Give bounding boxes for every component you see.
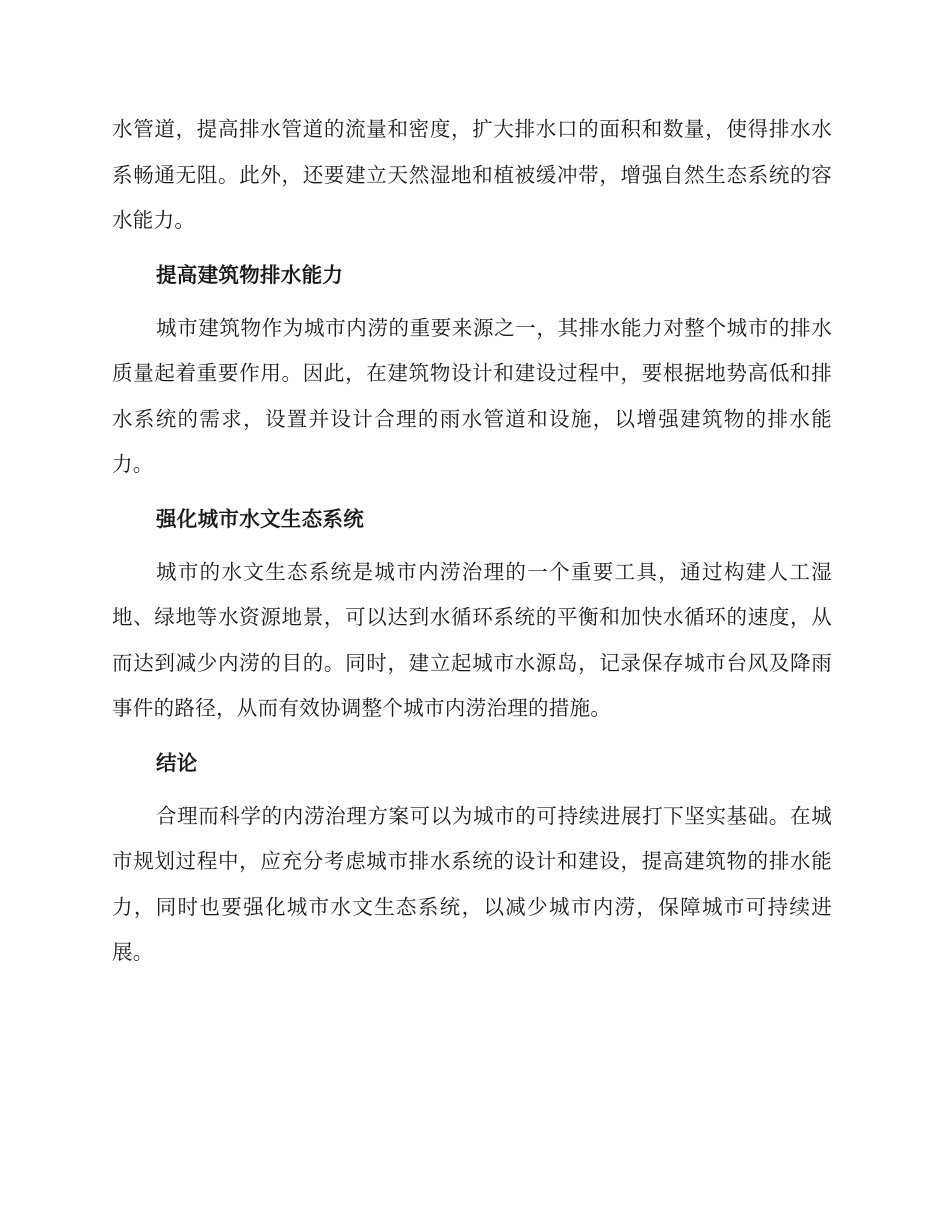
document-page: [112, 107, 832, 976]
section-paragraph-building-drainage: 城市建筑物作为城市内涝的重要来源之一，其排水能力对整个城市的排水质量起着重要作用。因此，在建筑物设计和建设过程中，要根据地势高低和排水系统的需求，设置并设计合理的雨水管道和设施，以增强建筑物的排水能力。: [112, 315, 832, 476]
intro-paragraph: 水管道，提高排水管道的流量和密度，扩大排水口的面积和数量，使得排水水系畅通无阻。此外，还要建立天然湿地和植被缓冲带，增强自然生态系统的容水能力。: [112, 117, 832, 232]
section-paragraph-hydrological-ecosystem: 城市的水文生态系统是城市内涝治理的一个重要工具，通过构建人工湿地、绿地等水资源地景，可以达到水循环系统的平衡和加快水循环的速度，从而达到减少内涝的目的。同时，建立起城市水源岛，记录保存城市台风及降雨事件的路径，从而有效协调整个城市内涝治理的措施。: [112, 559, 832, 720]
section-heading-building-drainage: 提高建筑物排水能力: [156, 262, 344, 287]
section-heading-hydrological-ecosystem: 强化城市水文生态系统: [156, 506, 364, 531]
section-paragraph-conclusion: 合理而科学的内涝治理方案可以为城市的可持续进展打下坚实基础。在城市规划过程中，应充分考虑城市排水系统的设计和建设，提高建筑物的排水能力，同时也要强化城市水文生态系统，以减少城市内涝，保障城市可持续进展。: [112, 803, 832, 964]
section-heading-conclusion: 结论: [156, 750, 198, 775]
